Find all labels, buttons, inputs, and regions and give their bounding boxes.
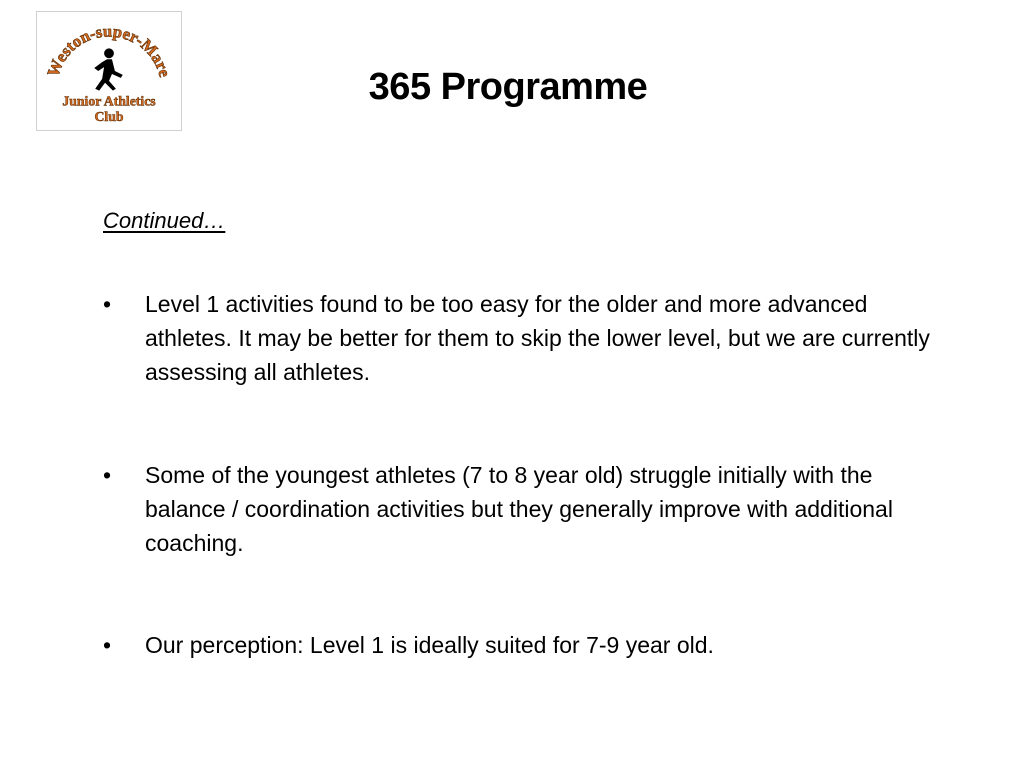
bullet-item	[103, 628, 933, 662]
bullet-item	[103, 458, 933, 560]
logo-bottom-text-line1: Junior Athletics	[62, 93, 156, 109]
bullet-text: Our perception: Level 1 is ideally suited for 7-9 year old.	[145, 632, 714, 658]
logo-bottom-text-line2: Club	[94, 109, 124, 125]
bullet-item	[103, 287, 933, 389]
continued-label: Continued…	[103, 208, 226, 233]
bullet-marker: •	[103, 462, 112, 488]
bullet-marker: •	[103, 291, 112, 317]
bullet-text: Some of the youngest athletes (7 to 8 year old) struggle initially with the balance / coordination activities but they generally improve with additional coaching.	[145, 462, 893, 556]
bullet-marker: •	[103, 632, 112, 658]
bullet-text: Level 1 activities found to be too easy for the older and more advanced athletes. It may be better for them to skip the lower level, but we are currently assessing all athletes.	[145, 291, 930, 385]
slide-title: 365 Programme	[368, 66, 648, 108]
logo-top-text: Weston-super-Mare	[43, 21, 175, 80]
